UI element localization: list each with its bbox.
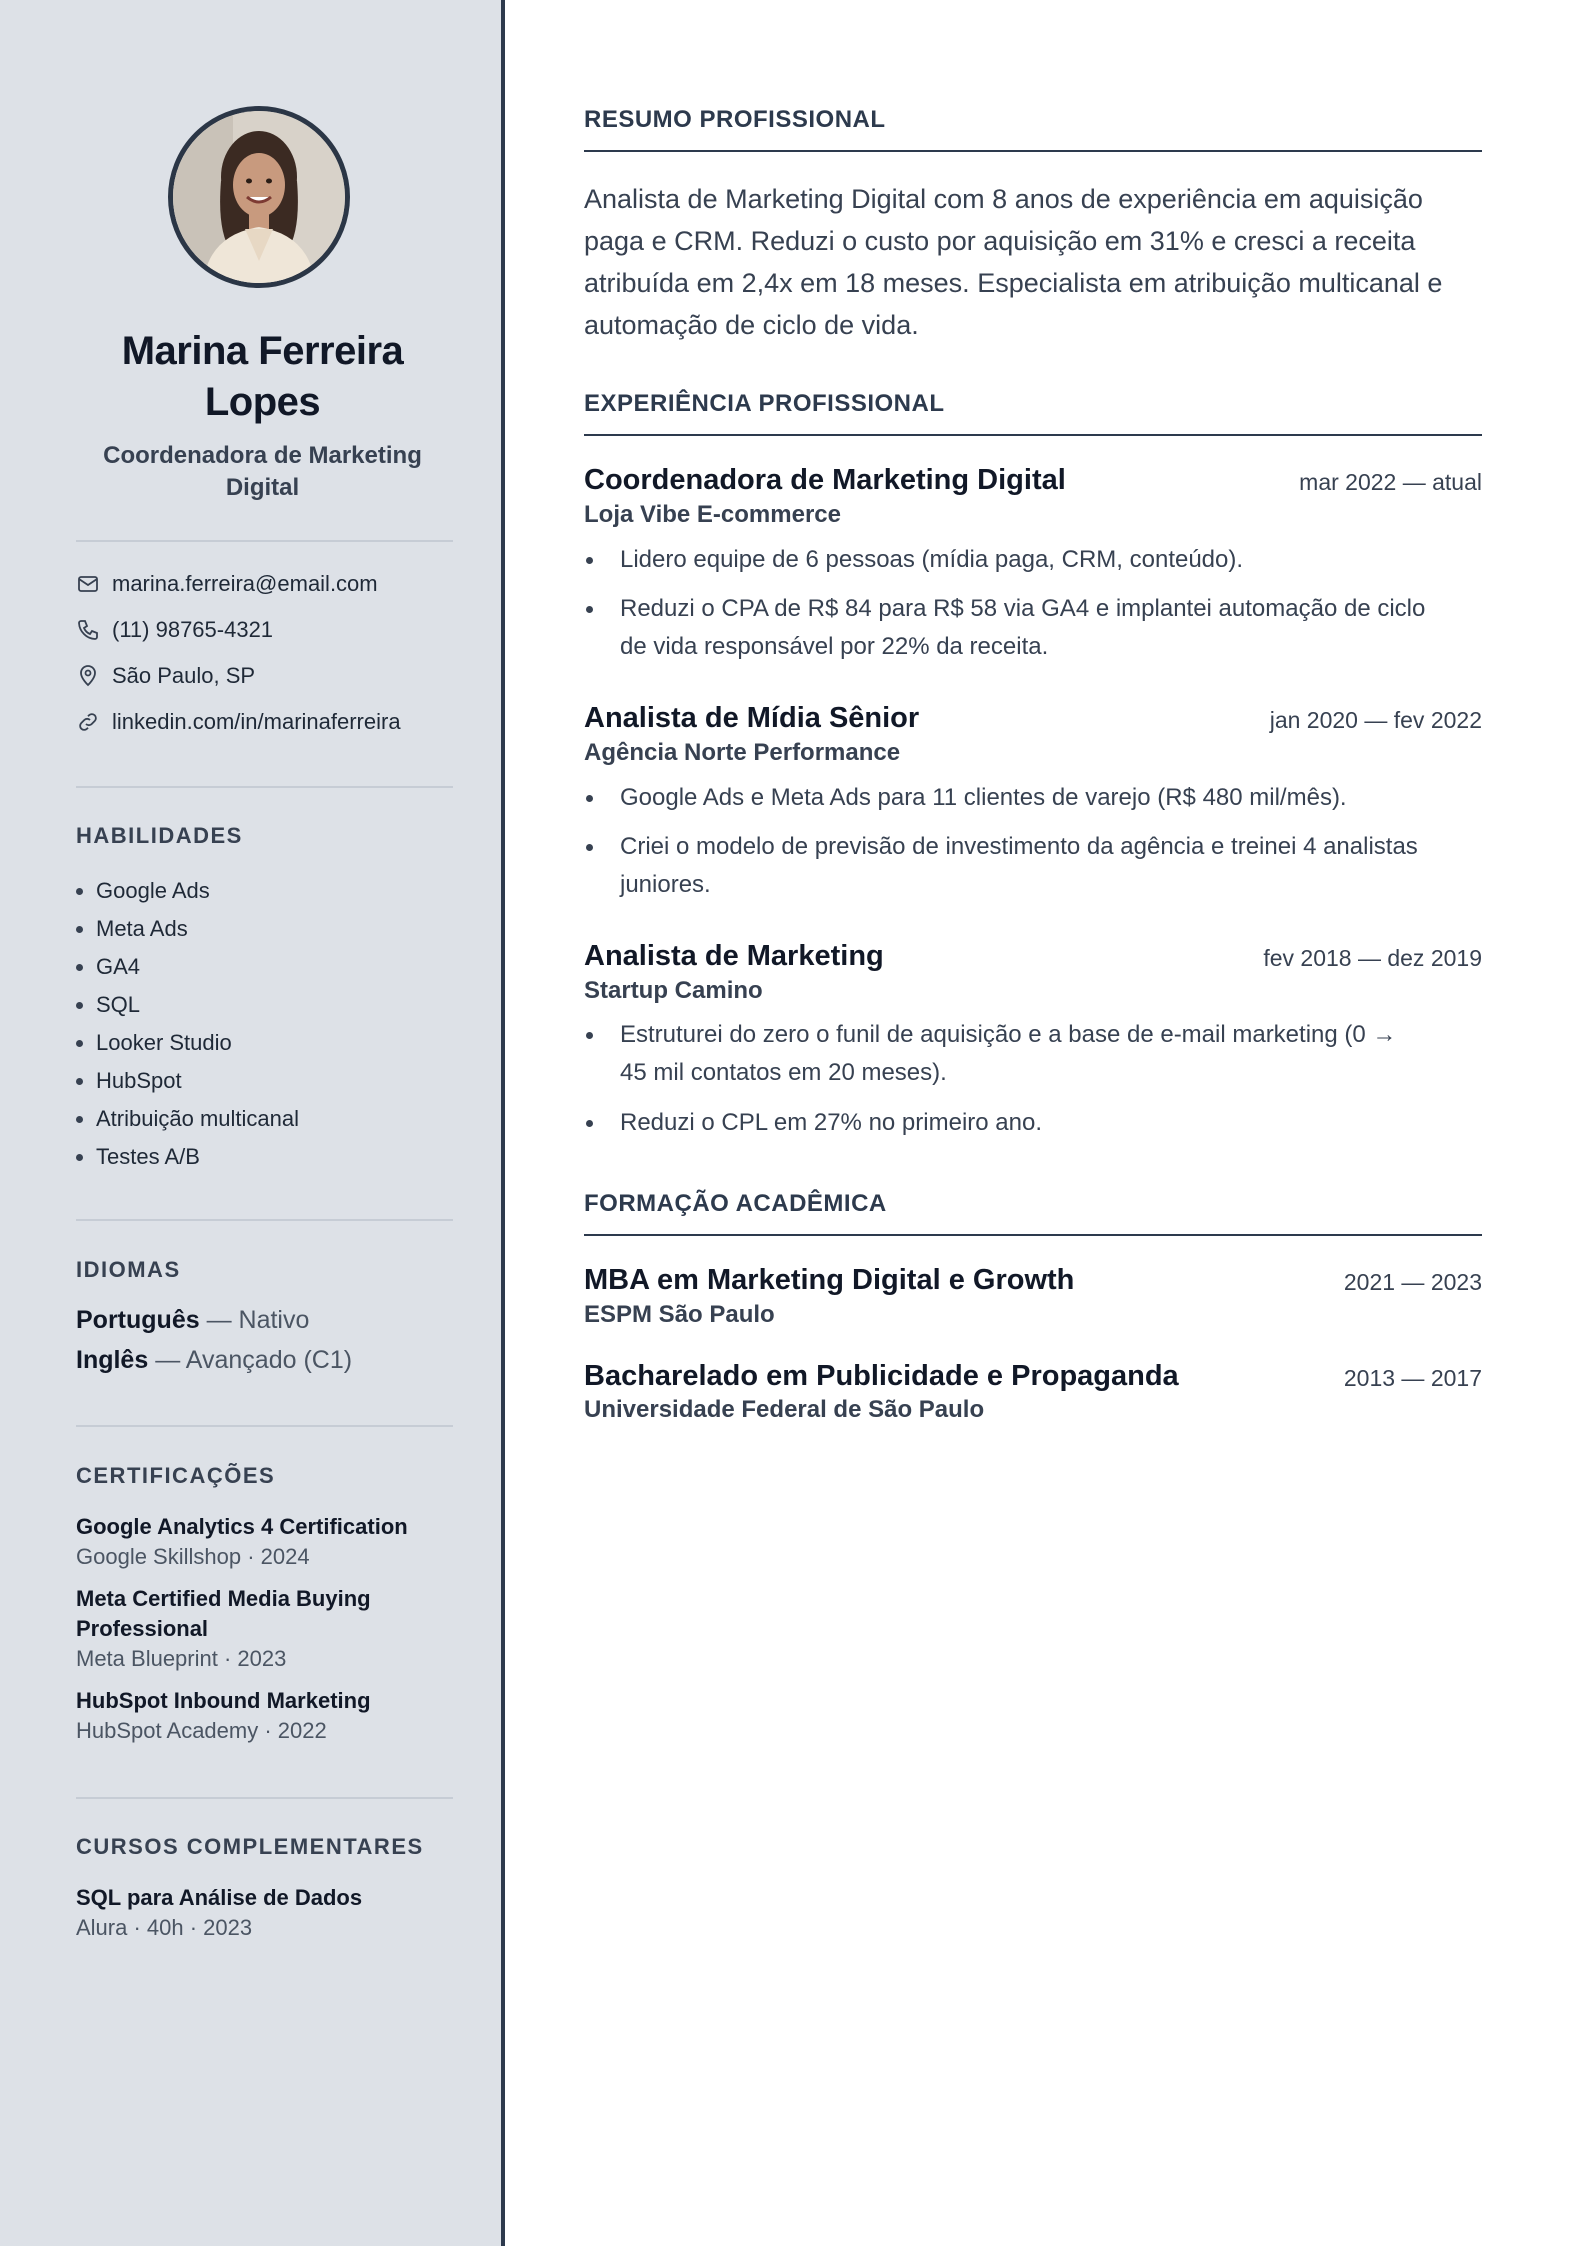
candidate-name [40, 326, 485, 428]
degree-institution: ESPM São Paulo [584, 1301, 775, 1328]
contact-email[interactable] [76, 569, 378, 599]
skill-item: Google Ads [76, 872, 299, 910]
contact-location-text: São Paulo, SP [112, 663, 256, 688]
candidate-name-line2: Lopes [204, 380, 321, 424]
bullet-dot [76, 888, 83, 895]
job-bullet: Lidero equipe de 6 pessoas (mídia paga, CRM, conteúdo). [584, 541, 1482, 579]
job-title: Coordenadora de Marketing Digital [584, 464, 1066, 496]
sidebar [0, 0, 505, 2246]
summary-heading: RESUMO PROFISSIONAL [584, 106, 1482, 152]
cert-issuer: Meta Blueprint · 2023 [76, 1646, 287, 1671]
job-date: mar 2022 — atual [1299, 469, 1482, 495]
phone-icon [76, 618, 100, 642]
degree-institution: Universidade Federal de São Paulo [584, 1396, 985, 1423]
bullet-dot [76, 1040, 83, 1047]
sidebar-divider [76, 786, 453, 788]
candidate-name-line1: Marina Ferreira [121, 329, 404, 373]
job-company: Loja Vibe E-commerce [584, 501, 841, 528]
contact-email-text: marina.ferreira@email.com [112, 571, 378, 596]
sidebar-divider [76, 1425, 453, 1427]
cert-issuer: Google Skillshop · 2024 [76, 1544, 310, 1569]
degree-title: MBA em Marketing Digital e Growth [584, 1264, 1075, 1296]
cert-title: Google Analytics 4 Certification [76, 1514, 408, 1539]
education-heading: FORMAÇÃO ACADÊMICA [584, 1190, 1482, 1236]
experience-heading: EXPERIÊNCIA PROFISSIONAL [584, 390, 1482, 436]
job-title: Analista de Mídia Sênior [584, 702, 920, 734]
sidebar-divider [76, 1219, 453, 1221]
degree-date: 2013 — 2017 [1343, 1365, 1482, 1391]
cert-issuer: HubSpot Academy · 2022 [76, 1718, 327, 1743]
course-title: SQL para Análise de Dados [76, 1885, 363, 1910]
job-company: Startup Camino [584, 977, 763, 1004]
courses-heading: CURSOS COMPLEMENTARES [76, 1834, 424, 1859]
skill-item: SQL [76, 986, 299, 1024]
candidate-role [70, 440, 455, 504]
job-title: Analista de Marketing [584, 940, 884, 972]
contact-linkedin[interactable] [76, 707, 401, 737]
bullet-dot [586, 1120, 593, 1127]
portrait-photo [173, 111, 345, 283]
certifications-heading: CERTIFICAÇÕES [76, 1463, 276, 1488]
job-bullet: Criei o modelo de previsão de investimento da agência e treinei 4 analistas juniores. [584, 828, 1482, 904]
bullet-dot [76, 1154, 83, 1161]
skill-item: Atribuição multicanal [76, 1100, 299, 1138]
link-icon [76, 710, 100, 734]
course-details: Alura · 40h · 2023 [76, 1915, 253, 1940]
cert-title: Meta Certified Media Buying Professional [76, 1586, 371, 1641]
cert-title: HubSpot Inbound Marketing [76, 1688, 371, 1713]
mail-icon [76, 572, 100, 596]
candidate-role-line1: Coordenadora de Marketing [103, 442, 422, 469]
sidebar-divider [76, 1797, 453, 1799]
language-item: Português — Nativo [76, 1306, 310, 1334]
contact-location [76, 661, 255, 691]
bullet-dot [76, 964, 83, 971]
bullet-dot [76, 1078, 83, 1085]
bullet-dot [586, 795, 593, 802]
bullet-dot [76, 1116, 83, 1123]
bullet-dot [586, 606, 593, 613]
job-date: fev 2018 — dez 2019 [1263, 945, 1482, 971]
bullet-dot [586, 557, 593, 564]
skills-heading: HABILIDADES [76, 823, 243, 848]
skill-item: Testes A/B [76, 1138, 299, 1176]
degree-date: 2021 — 2023 [1343, 1269, 1482, 1295]
contact-phone[interactable] [76, 615, 273, 645]
contact-linkedin-text: linkedin.com/in/marinaferreira [112, 709, 401, 734]
bullet-dot [586, 1032, 593, 1039]
avatar [168, 106, 350, 288]
skills-list [76, 872, 299, 1176]
skill-item: HubSpot [76, 1062, 299, 1100]
location-pin-icon [76, 664, 100, 688]
bullet-dot [586, 844, 593, 851]
degree-title: Bacharelado em Publicidade e Propaganda [584, 1360, 1179, 1392]
bullet-dot [76, 1002, 83, 1009]
job-bullet: Google Ads e Meta Ads para 11 clientes de varejo (R$ 480 mil/mês). [584, 779, 1482, 817]
contact-phone-text: (11) 98765-4321 [112, 617, 274, 642]
sidebar-divider [76, 540, 453, 542]
job-bullet: Estruturei do zero o funil de aquisição e a base de e-mail marketing (0 → 45 mil contatos em 20 meses). [584, 1016, 1482, 1092]
candidate-role-line2: Digital [225, 474, 300, 501]
job-bullet: Reduzi o CPL em 27% no primeiro ano. [584, 1104, 1482, 1142]
job-bullet: Reduzi o CPA de R$ 84 para R$ 58 via GA4 e implantei automação de ciclo de vida responsável por 22% da receita. [584, 590, 1482, 666]
job-company: Agência Norte Performance [584, 739, 901, 766]
job-date: jan 2020 — fev 2022 [1269, 707, 1482, 733]
skill-item: Meta Ads [76, 910, 299, 948]
language-item: Inglês — Avançado (C1) [76, 1346, 353, 1374]
languages-heading: IDIOMAS [76, 1257, 181, 1282]
skill-item: Looker Studio [76, 1024, 299, 1062]
summary-text: Analista de Marketing Digital com 8 anos de experiência em aquisição paga e CRM. Reduzi o custo por aquisição em 31% e cresci a receita atribuída em 2,4x em 18 meses. Especialista em atribuição multicanal e automação de ciclo de vida. [584, 184, 1443, 340]
bullet-dot [76, 926, 83, 933]
skill-item: GA4 [76, 948, 299, 986]
